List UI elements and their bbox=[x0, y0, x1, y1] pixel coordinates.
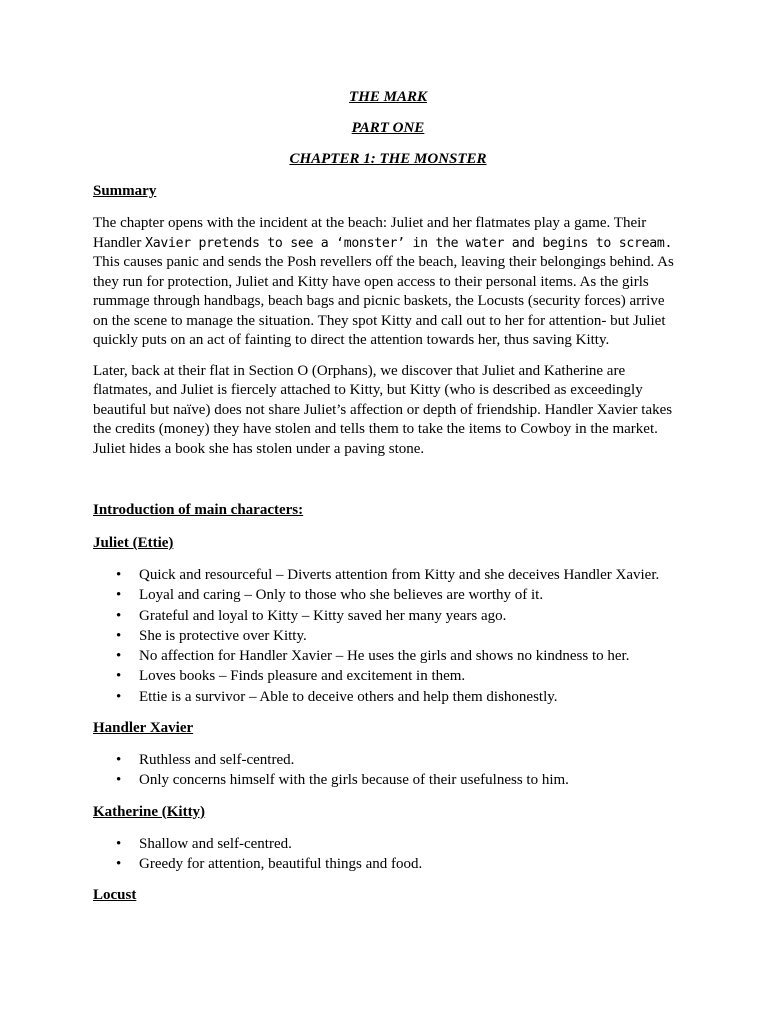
summary-p1-start: The chapter opens with the incident at the beach: Juliet and her flatmates play a game. Their Handler bbox=[93, 215, 647, 251]
document-page bbox=[93, 88, 683, 905]
bullet-icon: • bbox=[116, 772, 122, 789]
list-item-text: Quick and resourceful – Diverts attention from Kitty and she deceives Handler Xavier. bbox=[139, 567, 660, 583]
list-item bbox=[93, 606, 683, 626]
bullet-icon: • bbox=[116, 587, 122, 604]
list-item-text: She is protective over Kitty. bbox=[139, 627, 307, 644]
list-item bbox=[93, 687, 683, 707]
summary-paragraph-2: Later, back at their flat in Section O (Orphans), we discover that Juliet and Katherine are flatmates, and Juliet is fiercely attached to Kitty, but Kitty (who is described as exceedingly beautiful but naïve) does not share Juliet’s affection or depth of friendship. Handler Xavier takes the credits (money) they have stolen and tells them to take the items to Cowboy in the market. Juliet hides a book she has stolen under a paving stone. bbox=[93, 362, 673, 457]
summary-paragraph-1 bbox=[93, 214, 683, 351]
list-item bbox=[93, 585, 683, 605]
chapter-title: CHAPTER 1: THE MONSTER bbox=[289, 151, 487, 167]
summary-p1-mono: Xavier pretends to see a ‘monster’ in the water and begins to scream. bbox=[145, 235, 673, 251]
summary-p1-end: This causes panic and sends the Posh revellers off the beach, leaving their belongings behind. As they run for protection, Juliet and Kitty have open access to their personal items. As the girls rummage through handbags, beach bags and picnic baskets, the Locusts (security forces) arrive on the scene to manage the situation. They spot Kitty and call out to her for attention- but Juliet quickly puts on an act of fainting to direct the attention towards her, thus saving Kitty. bbox=[93, 254, 674, 348]
kitty-heading: Katherine (Kitty) bbox=[93, 803, 206, 820]
bullet-icon: • bbox=[116, 567, 122, 583]
juliet-traits-list bbox=[93, 565, 683, 707]
list-item bbox=[93, 854, 683, 874]
list-item bbox=[93, 750, 683, 770]
list-item bbox=[93, 626, 683, 646]
juliet-heading: Juliet (Ettie) bbox=[93, 535, 174, 551]
list-item bbox=[93, 666, 683, 686]
list-item-text: Greedy for attention, beautiful things and food. bbox=[139, 855, 423, 872]
locust-heading: Locust bbox=[93, 887, 137, 904]
list-item-text: Only concerns himself with the girls because of their usefulness to him. bbox=[139, 772, 569, 789]
kitty-traits-list bbox=[93, 834, 683, 875]
list-item-text: Shallow and self-centred. bbox=[139, 835, 292, 852]
bullet-icon: • bbox=[116, 627, 122, 644]
list-item bbox=[93, 834, 683, 854]
list-item-text: Ettie is a survivor – Able to deceive others and help them dishonestly. bbox=[139, 688, 558, 705]
summary-heading: Summary bbox=[93, 183, 157, 199]
bullet-icon: • bbox=[116, 648, 122, 665]
list-item-text: Ruthless and self-centred. bbox=[139, 752, 295, 769]
xavier-traits-list bbox=[93, 750, 683, 791]
bullet-icon: • bbox=[116, 607, 122, 624]
characters-heading: Introduction of main characters: bbox=[93, 502, 304, 518]
list-item bbox=[93, 565, 683, 585]
bullet-icon: • bbox=[116, 855, 122, 872]
list-item bbox=[93, 646, 683, 666]
bullet-icon: • bbox=[116, 835, 122, 852]
bullet-icon: • bbox=[116, 752, 122, 769]
bullet-icon: • bbox=[116, 668, 122, 685]
book-title: THE MARK bbox=[349, 89, 427, 105]
list-item-text: Loyal and caring – Only to those who she believes are worthy of it. bbox=[139, 587, 544, 604]
list-item bbox=[93, 770, 683, 790]
bullet-icon: • bbox=[116, 688, 122, 705]
xavier-heading: Handler Xavier bbox=[93, 720, 194, 737]
part-title: PART ONE bbox=[351, 120, 425, 136]
list-item-text: Loves books – Finds pleasure and excitement in them. bbox=[139, 668, 466, 685]
list-item-text: No affection for Handler Xavier – He uses the girls and shows no kindness to her. bbox=[139, 648, 630, 665]
list-item-text: Grateful and loyal to Kitty – Kitty saved her many years ago. bbox=[139, 607, 507, 624]
